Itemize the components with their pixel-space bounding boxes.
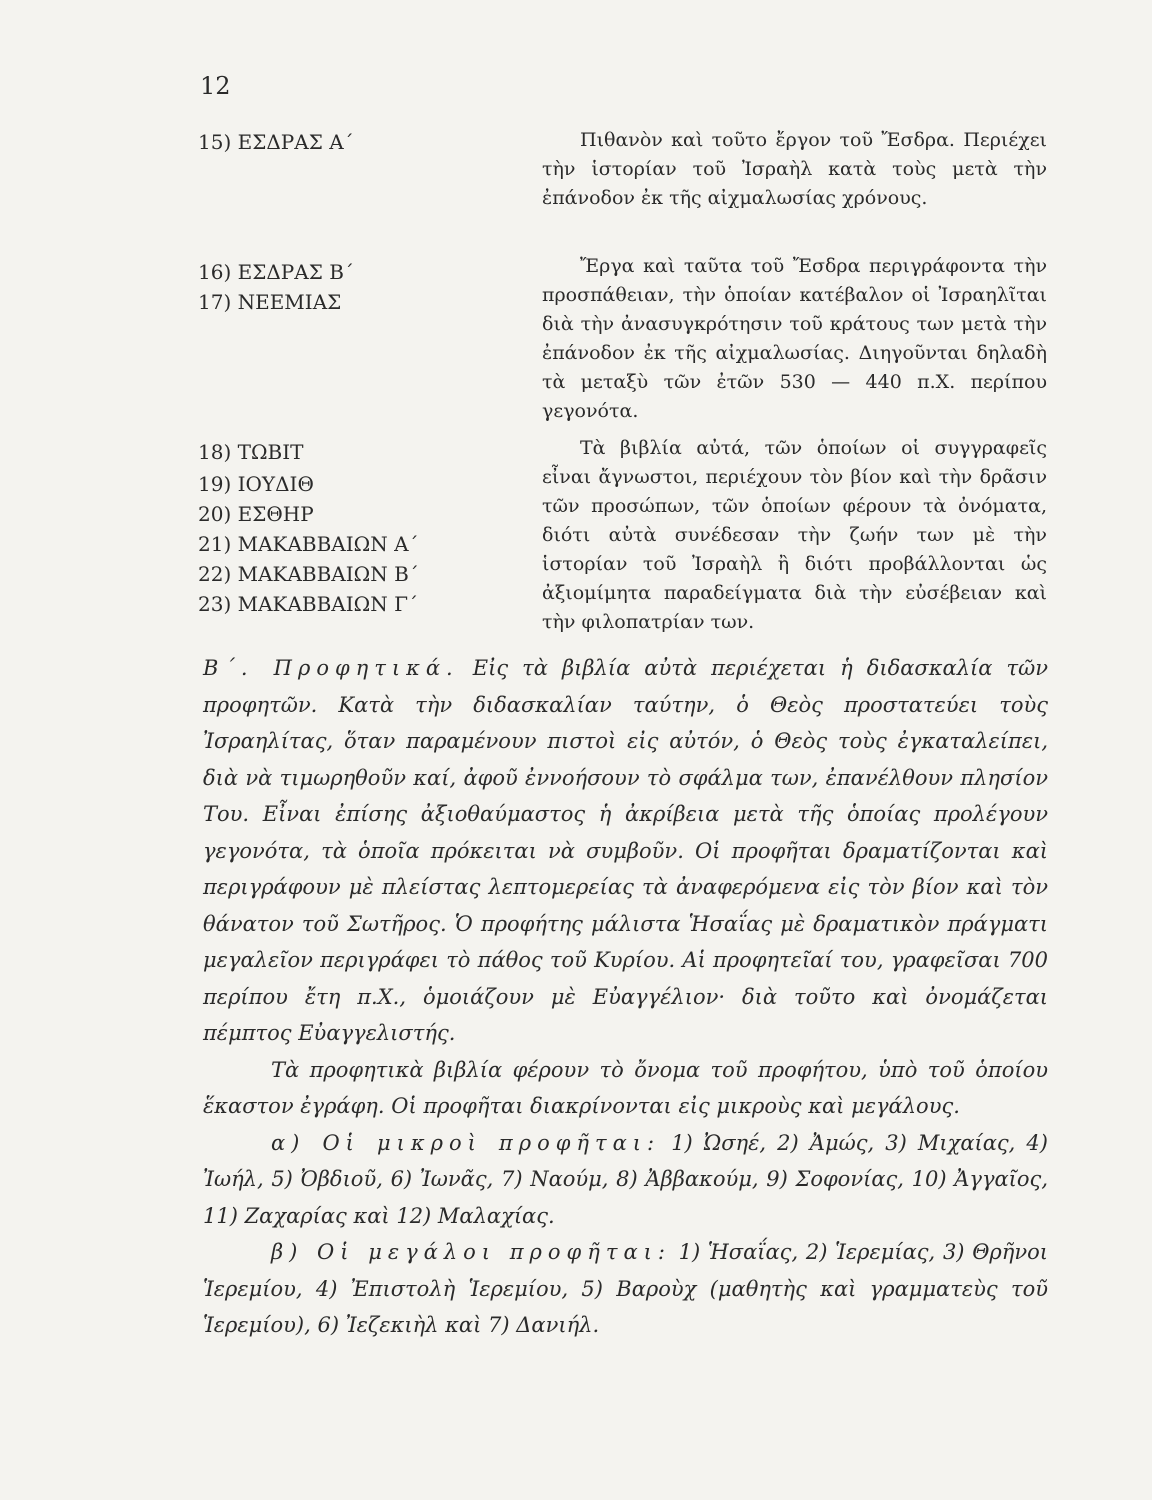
book-entry: 22) ΜΑΚΑΒΒΑΙΩΝ Β΄ [198,562,419,586]
book-entry: 16) ΕΣΔΡΑΣ Β΄ [198,260,354,284]
major-prophets-paragraph [203,1234,1048,1344]
minor-prophets-paragraph [203,1125,1048,1235]
book-entry: 17) ΝΕΕΜΙΑΣ [198,290,342,314]
section-heading: Β΄. Προφητικά. [203,656,459,680]
book-entry: 18) ΤΩΒΙΤ [198,440,304,464]
book-entry: 23) ΜΑΚΑΒΒΑΙΩΝ Γ΄ [198,592,418,616]
major-prophets-list: 1) Ἡσαΐας, 2) Ἱερεμίας, 3) Θρῆνοι Ἱερεμίου, 4) Ἐπιστολὴ Ἱερεμίου, 5) Βαροὺχ (μαθητὴς καὶ γραμματεὺς τοῦ Ἱερεμίου), 6) Ἰεζεκιὴλ καὶ 7) Δανιήλ. [203,1240,1048,1337]
book-entry: 15) ΕΣΔΡΑΣ Α΄ [198,130,354,154]
description-ezra-a: Πιθανὸν καὶ τοῦτο ἔργον τοῦ Ἔσδρα. Περιέχει τὴν ἱστορίαν τοῦ Ἰσραὴλ κατὰ τοὺς μετὰ τὴν ἐπάνοδον ἐκ τῆς αἰχμαλωσίας χρόνους. [542,129,1047,209]
prophetic-section [203,650,1048,1344]
prophetic-text: Εἰς τὰ βιβλία αὐτὰ περιέχεται ἡ διδασκαλία τῶν προφητῶν. Κατὰ τὴν διδασκαλίαν ταύτην, ὁ Θεὸς προστατεύει τοὺς Ἰσραηλίτας, ὅταν παραμένουν πιστοὶ εἰς αὐτόν, ὁ Θεὸς τοὺς ἐγκαταλείπει, διὰ νὰ τιμωρηθοῦν καί, ἀφοῦ ἐννοήσουν τὸ σφάλμα των, ἐπανέλθουν πλησίον Του. Εἶναι ἐπίσης ἀξιοθαύμαστος ἡ ἀκρίβεια μετὰ τῆς ὁποίας προλέγουν γεγονότα, τὰ ὁποῖα πρόκειται νὰ συμβοῦν. Οἱ προφῆται δραματίζονται καὶ περιγράφουν μὲ πλείστας λεπτομερείας τὰ ἀναφερόμενα εἰς τὸν βίον καὶ τὸν θάνατον τοῦ Σωτῆρος. Ὁ προφήτης μάλιστα Ἡσαΐας μὲ δραματικὸν πράγματι μεγαλεῖον περιγράφει τὸ πάθος τοῦ Κυρίου. Αἱ προφητεῖαί του, γραφεῖσαι 700 περίπου ἔτη π.Χ., ὁμοιάζουν μὲ Εὐαγγέλιον· διὰ τοῦτο καὶ ὀνομάζεται πέμπτος Εὐαγγελιστής. [203,656,1048,1045]
major-prophets-label: β) Οἱ μεγάλοι προφῆται: [271,1240,671,1264]
description-historical-books: Τὰ βιβλία αὐτά, τῶν ὁποίων οἱ συγγραφεῖς εἶναι ἄγνωστοι, περιέχουν τὸν βίον καὶ τὴν δρᾶσιν τῶν προσώπων, τῶν ὁποίων φέρουν τὰ ὀνόματα, διότι αὐτὰ συνέδεσαν τὴν ζωήν των μὲ τὴν ἱστορίαν τοῦ Ἰσραὴλ ἢ διότι προβάλλονται ὡς ἀξιομίμητα παραδείγματα διὰ τὴν εὐσέβειαν καὶ τὴν φιλοπατρίαν των. [542,437,1047,633]
description-ezra-b-nehemiah: Ἔργα καὶ ταῦτα τοῦ Ἔσδρα περιγράφοντα τὴν προσπάθειαν, τὴν ὁποίαν κατέβαλον οἱ Ἰσραηλῖται διὰ τὴν ἀνασυγκρότησιν τοῦ κράτους των μετὰ τὴν ἐπάνοδον ἐκ τῆς αἰχμαλωσίας. Διηγοῦνται δηλαδὴ τὰ μεταξὺ τῶν ἐτῶν 530 — 440 π.Χ. περίπου γεγονότα. [542,255,1047,422]
book-entry: 19) ΙΟΥΔΙΘ [198,472,314,496]
minor-prophets-list: 1) Ὠσηέ, 2) Ἀμώς, 3) Μιχαίας, 4) Ἰωήλ, 5) Ὀβδιοῦ, 6) Ἰωνᾶς, 7) Ναούμ, 8) Ἀββακούμ, 9) Σοφονίας, 10) Ἀγγαῖος, 11) Ζαχαρίας καὶ 12) Μαλαχίας. [203,1130,1048,1228]
book-entry: 20) ΕΣΘΗΡ [198,502,314,526]
prophetic-paragraph [203,650,1048,1052]
book-entry: 21) ΜΑΚΑΒΒΑΙΩΝ Α΄ [198,532,419,556]
prophets-intro-paragraph: Τὰ προφητικὰ βιβλία φέρουν τὸ ὄνομα τοῦ προφήτου, ὑπὸ τοῦ ὁποίου ἕκαστον ἐγράφη. Οἱ προφῆται διακρίνονται εἰς μικροὺς καὶ μεγάλους. [203,1057,1048,1118]
minor-prophets-label: α) Οἱ μικροὶ προφῆται: [271,1130,661,1155]
page-number: 12 [200,72,231,100]
